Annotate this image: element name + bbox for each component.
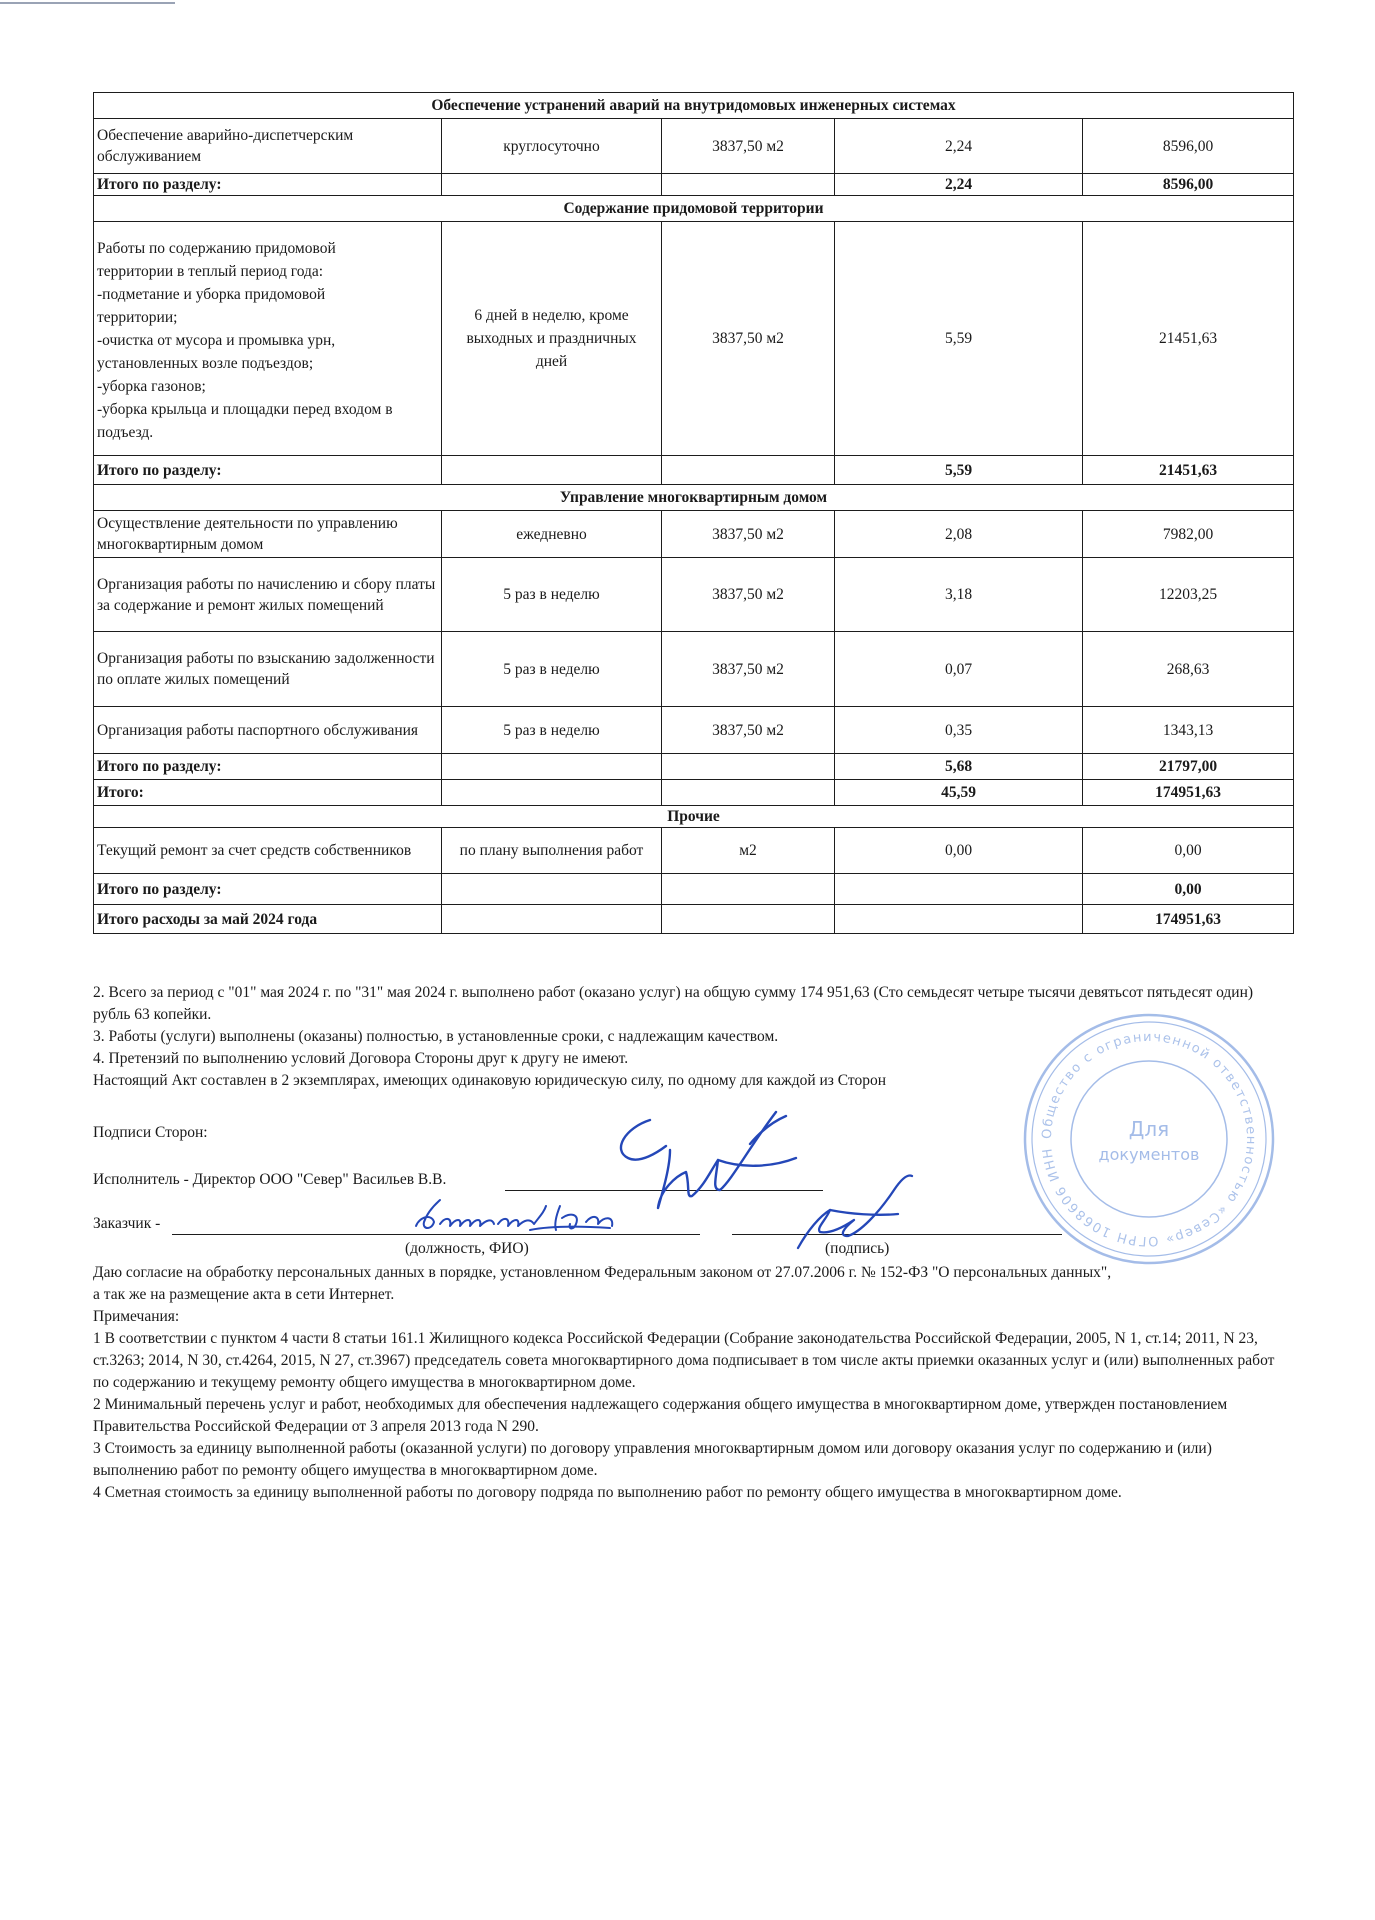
cell-empty <box>662 874 835 905</box>
cell-grand-total-label: Итого: <box>94 780 442 806</box>
cell-rate: 3,18 <box>835 558 1083 632</box>
cell-frequency: круглосуточно <box>442 119 662 174</box>
cell-frequency: 5 раз в неделю <box>442 707 662 754</box>
consent-line: Даю согласие на обработку персональных данных в порядке, установленном Федеральным законом от 27.07.2006 г. № 152-ФЗ "О персональных данных", <box>93 1264 1112 1281</box>
cell-frequency: 6 дней в неделю, кроме выходных и праздничных дней <box>442 222 662 456</box>
cell-sum: 8596,00 <box>1083 119 1294 174</box>
executor-line-label: Исполнитель - Директор ООО "Север" Васильев В.В. <box>93 1171 447 1188</box>
cell-total-label: Итого по разделу: <box>94 456 442 485</box>
cell-sum: 0,00 <box>1083 828 1294 874</box>
remark-paragraph: 3 Стоимость за единицу выполненной работы (оказанной услуги) по договору управления многоквартирным домом или договору оказания услуг по содержанию и (или) выполнению работ по ремонту общего имущества в многоквартирном доме. <box>93 1440 1212 1479</box>
cell-empty <box>662 905 835 934</box>
name-line: территории; <box>97 308 178 326</box>
cell-total-sum: 21451,63 <box>1083 456 1294 485</box>
cell-area: 3837,50 м2 <box>662 632 835 707</box>
cell-sum: 1343,13 <box>1083 707 1294 754</box>
cell-rate: 2,08 <box>835 511 1083 558</box>
cell-empty <box>442 456 662 485</box>
cell-total-sum: 0,00 <box>1083 874 1294 905</box>
cell-name: Организация работы паспортного обслуживания <box>94 707 442 754</box>
section-header-row <box>94 806 1294 828</box>
cell-frequency: 5 раз в неделю <box>442 558 662 632</box>
cell-total-sum: 21797,00 <box>1083 754 1294 780</box>
svg-text:Для: Для <box>1128 1117 1170 1141</box>
cell-sum: 7982,00 <box>1083 511 1294 558</box>
cell-total-rate: 5,59 <box>835 456 1083 485</box>
cell-frequency: 5 раз в неделю <box>442 632 662 707</box>
company-stamp <box>1013 997 1280 1270</box>
cell-name: Обеспечение аварийно-диспетчерским обслуживанием <box>94 119 442 174</box>
table-row <box>94 119 1294 174</box>
cell-empty <box>835 905 1083 934</box>
svg-text:Общество с ограниченной ответс: Общество с ограниченной ответственностью «Север» ОГРН 1068606 ИНН 8606061960 <box>1013 997 1259 1249</box>
grand-total-row <box>94 780 1294 806</box>
works-table <box>93 92 1294 934</box>
signatures-heading: Подписи Сторон: <box>93 1124 208 1141</box>
cell-name: Организация работы по начислению и сбору платы за содержание и ремонт жилых помещений <box>94 558 442 632</box>
svg-text:документов: документов <box>1098 1145 1200 1164</box>
cell-total-rate: 5,68 <box>835 754 1083 780</box>
note-paragraph: Настоящий Акт составлен в 2 экземплярах, имеющих одинаковую юридическую силу, по одному для каждой из Сторон <box>93 1072 887 1089</box>
customer-signature <box>790 1170 920 1252</box>
cell-empty <box>662 174 835 196</box>
cell-empty <box>662 780 835 806</box>
name-line: -уборка газонов; <box>97 377 206 395</box>
position-caption: (должность, ФИО) <box>405 1240 529 1257</box>
cell-expenses-label: Итого расходы за май 2024 года <box>94 905 442 934</box>
cell-total-sum: 8596,00 <box>1083 174 1294 196</box>
section-total-row <box>94 174 1294 196</box>
cell-area: м2 <box>662 828 835 874</box>
cell-name: Текущий ремонт за счет средств собственников <box>94 828 442 874</box>
consent-line: а так же на размещение акта в сети Интернет. <box>93 1286 395 1303</box>
remarks-heading: Примечания: <box>93 1308 180 1325</box>
section-header-row <box>94 196 1294 222</box>
cell-total-label: Итого по разделу: <box>94 174 442 196</box>
cell-name: Организация работы по взысканию задолженности по оплате жилых помещений <box>94 632 442 707</box>
customer-handwritten-name <box>410 1196 640 1236</box>
remark-paragraph: 1 В соответствии с пунктом 4 части 8 статьи 161.1 Жилищного кодекса Российской Федерации (Собрание законодательства Российской Федерации, 2005, N 1, ст.14; 2011, N 23, ст.3263; 2014, N 30, ст.4264, 2015, N 27, ст.3967) председатель совета многоквартирного дома подписывает в том числе акты приемки оказанных услуг и (или) выполненных работ по содержанию и текущему ремонту общего имущества в многоквартирном доме. <box>93 1330 1275 1391</box>
section-title: Содержание придомовой территории <box>94 196 1294 222</box>
signature-caption: (подпись) <box>825 1240 890 1257</box>
cell-grand-total-sum: 174951,63 <box>1083 780 1294 806</box>
table-row <box>94 558 1294 632</box>
note-paragraph: 3. Работы (услуги) выполнены (оказаны) полностью, в установленные сроки, с надлежащим качеством. <box>93 1028 779 1045</box>
cell-area: 3837,50 м2 <box>662 119 835 174</box>
cell-rate: 0,00 <box>835 828 1083 874</box>
table-row <box>94 828 1294 874</box>
section-header-row <box>94 93 1294 119</box>
table-row <box>94 707 1294 754</box>
cell-area: 3837,50 м2 <box>662 558 835 632</box>
cell-empty <box>442 174 662 196</box>
name-line: территории в теплый период года: <box>97 262 324 280</box>
cell-rate: 2,24 <box>835 119 1083 174</box>
table-row <box>94 632 1294 707</box>
name-line: -уборка крыльца и площадки перед входом в <box>97 400 393 418</box>
scan-edge-line <box>0 2 175 4</box>
cell-rate: 0,07 <box>835 632 1083 707</box>
cell-rate: 0,35 <box>835 707 1083 754</box>
table-row <box>94 222 1294 456</box>
customer-line-label: Заказчик - <box>93 1215 161 1232</box>
cell-empty <box>662 754 835 780</box>
cell-sum: 12203,25 <box>1083 558 1294 632</box>
cell-rate: 5,59 <box>835 222 1083 456</box>
cell-grand-total-rate: 45,59 <box>835 780 1083 806</box>
section-total-row <box>94 874 1294 905</box>
name-line: подъезд. <box>97 423 154 441</box>
name-line: -подметание и уборка придомовой <box>97 285 326 303</box>
section-total-row <box>94 456 1294 485</box>
cell-area: 3837,50 м2 <box>662 222 835 456</box>
table-row <box>94 511 1294 558</box>
note-paragraph: 4. Претензий по выполнению условий Договора Стороны друг к другу не имеют. <box>93 1050 629 1067</box>
name-line: -очистка от мусора и промывка урн, <box>97 331 336 349</box>
cell-name <box>94 222 442 456</box>
expenses-total-row <box>94 905 1294 934</box>
section-title: Управление многоквартирным домом <box>94 485 1294 511</box>
remark-paragraph: 2 Минимальный перечень услуг и работ, необходимых для обеспечения надлежащего содержания общего имущества в многоквартирном доме, утвержден постановлением Правительства Российской Федерации от 3 апреля 2013 года N 290. <box>93 1396 1228 1435</box>
tail-text <box>93 1262 1293 1504</box>
note-paragraph: 2. Всего за период с "01" мая 2024 г. по "31" мая 2024 г. выполнено работ (оказано услуг) на общую сумму 174 951,63 (Сто семьдесят четыре тысячи девятьсот пятьдесят один) рубль 63 копейки. <box>93 984 1254 1023</box>
cell-empty <box>442 905 662 934</box>
remark-paragraph: 4 Сметная стоимость за единицу выполненной работы по договору подряда по выполнению работ по ремонту общего имущества в многоквартирном доме. <box>93 1484 1122 1501</box>
cell-total-rate: 2,24 <box>835 174 1083 196</box>
cell-empty <box>442 754 662 780</box>
section-header-row <box>94 485 1294 511</box>
cell-area: 3837,50 м2 <box>662 707 835 754</box>
cell-expenses-sum: 174951,63 <box>1083 905 1294 934</box>
cell-empty <box>835 874 1083 905</box>
section-total-row <box>94 754 1294 780</box>
cell-name: Осуществление деятельности по управлению многоквартирным домом <box>94 511 442 558</box>
cell-empty <box>442 780 662 806</box>
cell-sum: 21451,63 <box>1083 222 1294 456</box>
cell-empty <box>662 456 835 485</box>
cell-frequency: ежедневно <box>442 511 662 558</box>
section-title: Прочие <box>94 806 1294 828</box>
cell-total-label: Итого по разделу: <box>94 874 442 905</box>
section-title: Обеспечение устранений аварий на внутридомовых инженерных системах <box>94 93 1294 119</box>
cell-empty <box>442 874 662 905</box>
name-line: Работы по содержанию придомовой <box>97 239 336 257</box>
cell-frequency: по плану выполнения работ <box>442 828 662 874</box>
cell-total-label: Итого по разделу: <box>94 754 442 780</box>
cell-sum: 268,63 <box>1083 632 1294 707</box>
cell-area: 3837,50 м2 <box>662 511 835 558</box>
name-line: установленных возле подъездов; <box>97 354 314 372</box>
